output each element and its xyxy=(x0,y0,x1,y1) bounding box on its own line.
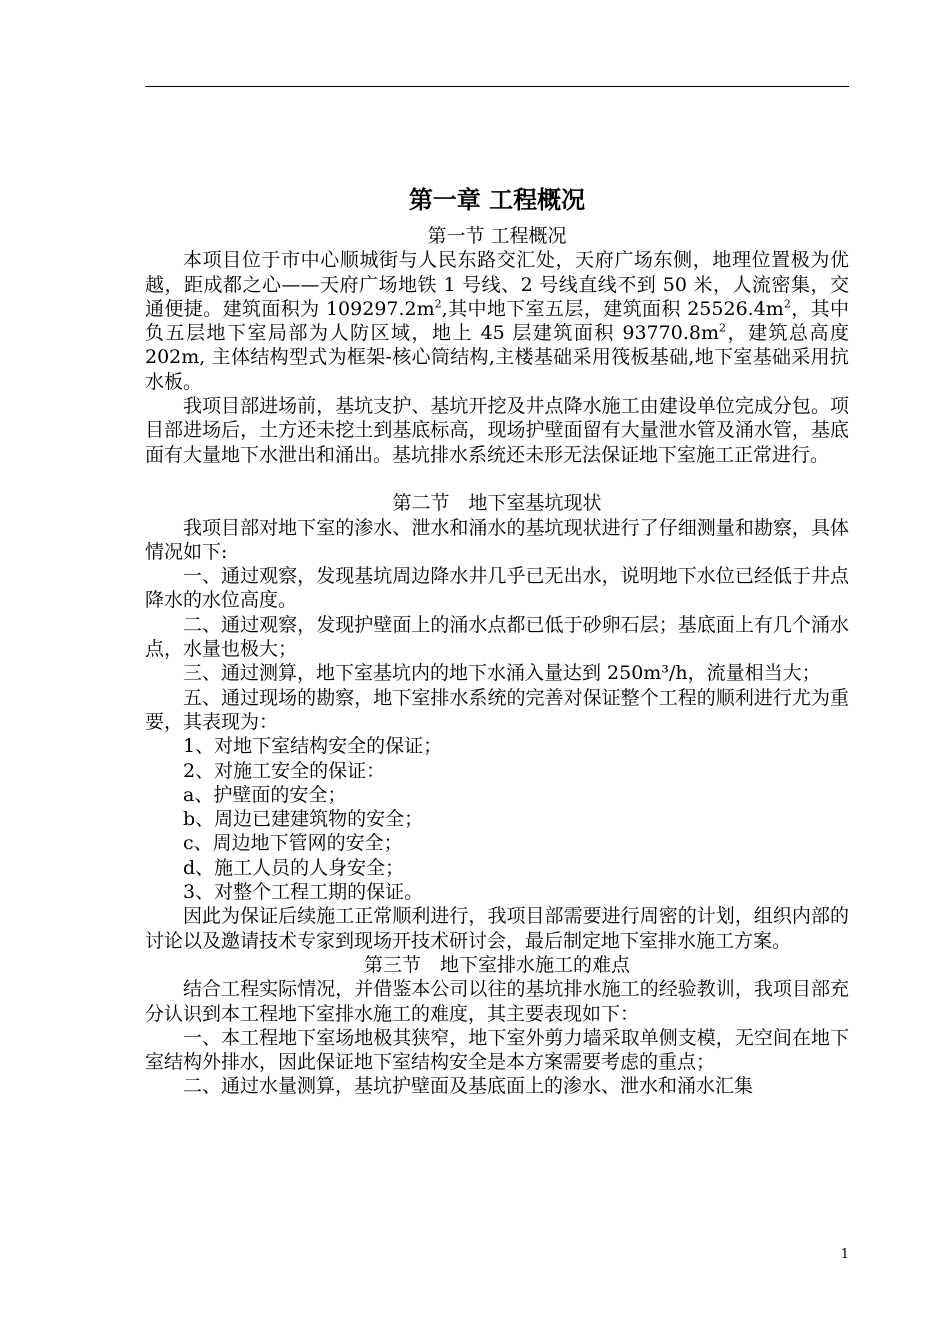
text-run: 本项目位于市中心顺城街与人民东路交汇处，天府广场东侧，地理位置极为优越，距成都之心——天府广场地铁 1 号线、2 号线直线不到 50 米，人流密集，交通便捷。建筑面积为 109297.2m xyxy=(145,249,849,320)
section-3-paragraph: 结合工程实际情况，并借鉴本公司以往的基坑排水施工的经验教训，我项目部充分认识到本工程地下室排水施工的难度，其主要表现如下： xyxy=(145,978,849,1025)
list-item: a、护壁面的安全； xyxy=(183,783,347,806)
section-2-paragraph: 一、通过观察，发现基坑周边降水井几乎已无出水，说明地下水位已经低于井点降水的水位高度。 xyxy=(145,565,849,612)
section-3-title: 第三节 地下室排水施工的难点 xyxy=(363,953,630,976)
list-item: 2、对施工安全的保证： xyxy=(183,759,386,782)
list-item: 1、对地下室结构安全的保证； xyxy=(183,735,443,758)
superscript: 2 xyxy=(783,297,791,311)
superscript: 2 xyxy=(718,321,726,335)
section-2-paragraph: 因此为保证后续施工正常顺利进行，我项目部需要进行周密的计划，组织内部的讨论以及邀请技术专家到现场开技术研讨会，最后制定地下室排水施工方案。 xyxy=(145,905,849,952)
list-item: c、周边地下管网的安全； xyxy=(183,832,403,855)
section-1-paragraph-2: 我项目部进场前，基坑支护、基坑开挖及井点降水施工由建设单位完成分包。项目部进场后，土方还未挖土到基底标高，现场护壁面留有大量泄水管及涌水管，基底面有大量地下水泄出和涌出。基坑排水系统还未形无法保证地下室施工正常进行。 xyxy=(145,395,849,466)
section-2-paragraph: 三、通过测算，地下室基坑内的地下水涌入量达到 250m³/h，流量相当大； xyxy=(183,662,821,685)
section-1-title: 第一节 工程概况 xyxy=(427,225,567,247)
page-number: 1 xyxy=(840,1247,849,1262)
text-run: ,其中地下室五层，建筑面积 25526.4m xyxy=(441,297,784,320)
section-2-paragraph: 五、通过现场的勘察，地下室排水系统的完善对保证整个工程的顺利进行尤为重要，其表现为： xyxy=(145,686,849,733)
text-run: ，建筑总高度 202m, 主体结构型式为框架-核心筒结构,主楼基础采用筏板基础,地下室基础采用抗水板。 xyxy=(145,322,849,393)
section-2-title: 第二节 地下室基坑现状 xyxy=(392,492,602,515)
blank-line xyxy=(145,467,849,491)
section-3-paragraph: 一、本工程地下室场地极其狭窄，地下室外剪力墙采取单侧支模，无空间在地下室结构外排水，因此保证地下室结构安全是本方案需要考虑的重点； xyxy=(145,1026,849,1074)
superscript: 2 xyxy=(434,297,442,311)
list-item: b、周边已建建筑物的安全； xyxy=(183,808,424,831)
chapter-title: 第一章 工程概况 xyxy=(408,185,586,214)
section-2-paragraph: 二、通过观察，发现护壁面上的涌水点都已低于砂卵石层；基底面上有几个涌水点，水量也极大； xyxy=(145,613,849,661)
section-3-paragraph: 二、通过水量测算，基坑护壁面及基底面上的渗水、泄水和涌水汇集 xyxy=(183,1075,754,1098)
list-item: d、施工人员的人身安全； xyxy=(183,856,405,879)
list-item: 3、对整个工程工期的保证。 xyxy=(183,881,424,904)
section-2-paragraph: 我项目部对地下室的渗水、泄水和涌水的基坑现状进行了仔细测量和勘察，具体情况如下: xyxy=(145,516,849,563)
text-run: ，其中负五层地下室局部为人防区域，地上 45 层建筑面积 93770.8m xyxy=(145,297,849,345)
section-1-paragraph-1 xyxy=(145,248,849,394)
document-body xyxy=(145,180,849,1099)
header-rule xyxy=(145,86,849,87)
